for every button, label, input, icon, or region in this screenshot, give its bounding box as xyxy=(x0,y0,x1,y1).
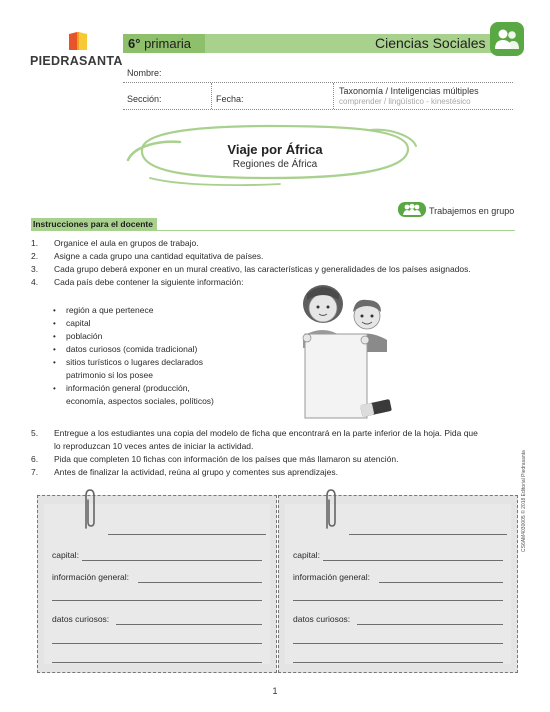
info-bullet: • capital xyxy=(53,318,91,328)
page-number: 1 xyxy=(272,686,278,696)
instruction-step: 6. Pida que completen 10 fichas con información de los países que más llamaron su atención. xyxy=(31,454,399,464)
info-bullet-cont: patrimonio si los posee xyxy=(66,370,153,380)
instruction-step: 3. Cada grupo deberá exponer en un mural creativo, las características y generalidades de los países asignados. xyxy=(31,264,471,274)
copyright-code: CS6AM4030005 © 2018 Editorial Piedrasanta xyxy=(521,450,527,552)
instruction-step-cont: lo reproduzcan 10 veces antes de iniciar la actividad. xyxy=(54,441,254,451)
card-curious-label: datos curiosos: xyxy=(293,614,351,624)
card-blank-line[interactable] xyxy=(293,600,503,601)
card-general-line[interactable] xyxy=(138,582,262,583)
info-bullet: • población xyxy=(53,331,103,341)
subject-title: Ciencias Sociales xyxy=(375,35,486,51)
card-curious-line[interactable] xyxy=(116,624,262,625)
info-bullet: • información general (producción, xyxy=(53,383,190,393)
book-logo-icon xyxy=(67,30,89,52)
date-label: Fecha: xyxy=(216,94,244,104)
name-label: Nombre: xyxy=(127,68,162,78)
paperclip-icon xyxy=(322,488,338,532)
card-curious-label: datos curiosos: xyxy=(52,614,110,624)
card-capital-label: capital: xyxy=(52,550,79,560)
card-blank-line[interactable] xyxy=(52,643,262,644)
country-card xyxy=(37,495,277,673)
card-capital-line[interactable] xyxy=(323,560,503,561)
info-bullet-cont: economía, aspectos sociales, políticos) xyxy=(66,396,214,406)
card-sheet xyxy=(285,504,511,664)
paperclip-icon xyxy=(81,488,97,532)
instruction-step: 2. Asigne a cada grupo una cantidad equitativa de países. xyxy=(31,251,264,261)
brand-name: PIEDRASANTA xyxy=(30,54,123,68)
grade-label xyxy=(128,36,191,51)
activity-title: Viaje por África xyxy=(227,142,323,157)
instruction-step: 4. Cada país debe contener la siguiente información: xyxy=(31,277,244,287)
group-work-icon xyxy=(398,202,426,217)
card-sheet xyxy=(44,504,270,664)
card-blank-line[interactable] xyxy=(52,662,262,663)
grade-number: 6° xyxy=(128,36,141,51)
info-bullet: • sitios turísticos o lugares declarados xyxy=(53,357,204,367)
instructions-rule xyxy=(31,230,515,231)
card-general-label: información general: xyxy=(52,572,130,582)
form-divider xyxy=(211,83,212,109)
card-header-line[interactable] xyxy=(108,534,266,535)
instruction-step: 5. Entregue a los estudiantes una copia del modelo de ficha que encontrará en la parte inferior de la hoja. Pida que xyxy=(31,428,478,438)
card-blank-line[interactable] xyxy=(52,600,262,601)
card-general-label: información general: xyxy=(293,572,371,582)
children-holding-paper-illustration xyxy=(295,278,395,426)
instruction-step: 1. Organice el aula en grupos de trabajo. xyxy=(31,238,199,248)
instruction-step: 7. Antes de finalizar la actividad, reúna al grupo y comentes sus aprendizajes. xyxy=(31,467,338,477)
activity-subtitle: Regiones de África xyxy=(232,159,318,170)
taxonomy-sub: comprender / lingüístico - kinestésico xyxy=(339,97,471,106)
name-line[interactable] xyxy=(123,82,513,83)
card-header-line[interactable] xyxy=(349,534,507,535)
card-capital-line[interactable] xyxy=(82,560,262,561)
card-blank-line[interactable] xyxy=(293,643,503,644)
info-bullet: • datos curiosos (comida tradicional) xyxy=(53,344,198,354)
piedrasanta-logo xyxy=(30,30,123,70)
work-mode-label: Trabajemos en grupo xyxy=(429,206,515,216)
card-blank-line[interactable] xyxy=(293,662,503,663)
info-bullet: • región a que pertenece xyxy=(53,305,154,315)
card-general-line[interactable] xyxy=(379,582,503,583)
form-divider xyxy=(333,83,334,109)
instructions-heading: Instrucciones para el docente xyxy=(31,218,157,230)
country-card xyxy=(278,495,518,673)
card-capital-label: capital: xyxy=(293,550,320,560)
section-label: Sección: xyxy=(127,94,162,104)
group-people-icon xyxy=(490,22,524,56)
grade-word: primaria xyxy=(144,36,192,51)
taxonomy-label: Taxonomía / Inteligencias múltiples xyxy=(339,86,479,96)
section-line[interactable] xyxy=(123,109,513,110)
card-curious-line[interactable] xyxy=(357,624,503,625)
